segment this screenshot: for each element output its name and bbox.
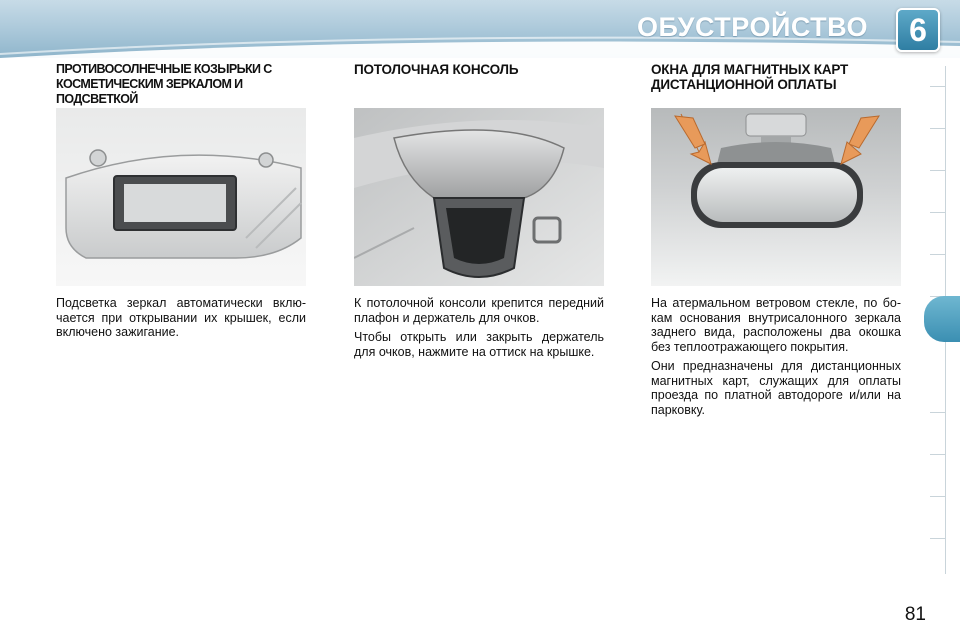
section-body bbox=[354, 296, 604, 364]
page-number: 81 bbox=[904, 604, 926, 625]
section-heading: ПРОТИВОСОЛНЕЧНЫЕ КОЗЫРЬКИ С КОСМЕТИЧЕСКИМ ЗЕРКАЛОМ И ПОДСВЕТКОЙ bbox=[56, 62, 272, 106]
sun-visor-mirror-illustration bbox=[56, 108, 306, 286]
body-paragraph: Они предназначены для дистанционных магнитных карт, служащих для оплаты проезда по платной автодороге и/или на парковку. bbox=[651, 359, 901, 417]
ceiling-console-illustration bbox=[354, 108, 604, 286]
section-card-windows bbox=[651, 62, 901, 417]
body-paragraph: К потолочной консоли крепится передний плафон и держатель для очков. bbox=[354, 296, 604, 325]
chapter-header bbox=[0, 0, 960, 58]
section-sun-visors bbox=[56, 62, 306, 339]
mirror-card-windows-illustration bbox=[651, 108, 901, 286]
body-paragraph: Чтобы открыть или закрыть держатель для очков, нажмите на оттиск на крышке. bbox=[354, 330, 604, 359]
active-chapter-tab[interactable] bbox=[924, 296, 960, 342]
chapter-number-badge: 6 bbox=[896, 8, 940, 52]
chapter-title: ОБУСТРОЙСТВО bbox=[636, 12, 868, 42]
section-ceiling-console bbox=[354, 62, 604, 359]
body-paragraph: Подсветка зеркал автоматически вклю-чается при открывании их крышек, если включено зажигание. bbox=[56, 296, 306, 339]
section-body bbox=[56, 296, 306, 345]
section-body bbox=[651, 296, 901, 422]
section-heading: ПОТОЛОЧНАЯ КОНСОЛЬ bbox=[354, 62, 519, 77]
body-paragraph: На атермальном ветровом стекле, по бо-кам основания внутрисалонного зеркала заднего вида, расположены два окошка без теплоотражающего покрытия. bbox=[651, 296, 901, 354]
section-heading: ОКНА ДЛЯ МАГНИТНЫХ КАРТ ДИСТАНЦИОННОЙ ОПЛАТЫ bbox=[651, 62, 849, 92]
